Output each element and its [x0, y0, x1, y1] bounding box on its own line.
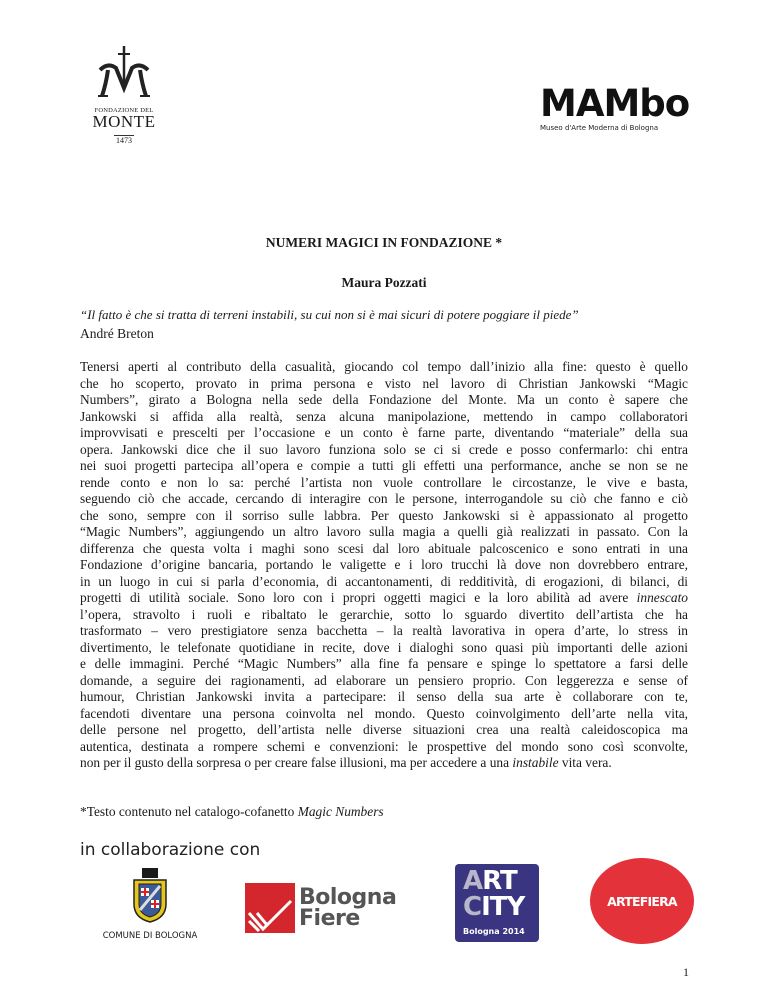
body-line: [80, 755, 688, 772]
artcity-c: C: [463, 892, 482, 922]
coat-of-arms-icon: [128, 866, 172, 924]
body-line: [80, 409, 688, 426]
line-text: improvvisati e prescelti per l’occasione e un conto è farne parte, diventando “materiale” della sua: [80, 425, 688, 440]
body-line: [80, 491, 688, 508]
artcity-ity: ITY: [481, 892, 525, 922]
footnote-italic-title: Magic Numbers: [297, 804, 384, 819]
artefiera-logo: ARTEFIERA: [590, 858, 694, 944]
body-line: [80, 574, 688, 591]
logo-text-big: MONTE: [92, 112, 156, 131]
line-text: humour, Christian Jankowski invita a partecipare: il senso della sua arte è collaborare con te,: [80, 689, 688, 704]
footnote: [80, 804, 384, 820]
document-title: NUMERI MAGICI IN FONDAZIONE *: [265, 235, 503, 250]
footnote-text: *Testo contenuto nel catalogo-cofanetto: [80, 804, 298, 819]
line-text: Fondazione d’origine bancaria, portando le valigette e i loro trucchi là dove non dovrebbero entrare,: [80, 557, 688, 572]
artcity-rt: RT: [482, 866, 517, 896]
line-text: divertimento, le telefonate quotidiane in recite, dove i dialoghi sono quasi più importanti delle azioni: [80, 639, 688, 655]
line-text: vita vera.: [558, 755, 612, 770]
body-line: [80, 623, 688, 640]
line-text: facendoti diventare una persona coinvolta nel mondo. Questo coinvolgimento dell’arte nella vita,: [80, 705, 688, 721]
art-city-logo: [455, 864, 539, 942]
line-text: differenza che questa volta i maghi sono scesi dal loro abituale palcoscenico e sono entrati in una: [80, 540, 688, 556]
body-line: [80, 541, 688, 558]
body-line: [80, 689, 688, 706]
body-line: [80, 508, 688, 525]
line-text: trasformato – vero prestigiatore senza bacchetta – la realtà lavorativa in opera d’arte, lo stress in: [80, 623, 688, 638]
body-line: [80, 392, 688, 409]
line-text: progetti di utilità sociale. Sono loro con i propri oggetti magici e la loro abilità ad avere: [80, 590, 637, 605]
author-name: Maura Pozzati: [341, 275, 427, 290]
body-line: [80, 640, 688, 657]
mambo-wordmark: MAMbo: [540, 82, 690, 125]
body-line: [80, 458, 688, 475]
line-text: seguendo ciò che accade, cercando di interagire con le persone, interrogandole su ciò che fanno e ciò: [80, 491, 688, 506]
fondazione-emblem-icon: [94, 44, 154, 100]
italic-word: innescato: [636, 590, 688, 605]
body-line: [80, 557, 688, 574]
comune-di-bologna-logo: [80, 866, 220, 941]
body-line: [80, 590, 688, 607]
body-line: [80, 739, 688, 756]
bologna-fiere-mark-icon: [245, 883, 295, 933]
artcity-year: Bologna 2014: [463, 927, 525, 936]
line-text: che sono, sempre con il sorriso sulle labbra. Per questo Jankowski si è appassionato al progetto: [80, 507, 688, 523]
body-line: [80, 722, 688, 739]
body-line: [80, 706, 688, 723]
line-text: autentica, destinata a rompere schemi e convenzioni: le prospettive del mondo sono così sconvolte,: [80, 738, 688, 754]
line-text: che ho scoperto, provato in prima persona e visto nel lavoro di Christian Jankowski “Magic: [80, 375, 688, 391]
line-text: l’opera, stravolto i ruoli e ribaltato le gerarchie, sotto lo sguardo divertito dell’artista che ha: [80, 606, 688, 622]
epigraph-quote: “Il fatto è che si tratta di terreni instabili, su cui non si è mai sicuri di potere poggiare il piede”: [80, 307, 579, 322]
line-text: rende conto e non lo sa: perché l’artista non vuole controllare le circostanze, le vive e basta,: [80, 474, 688, 490]
body-line: [80, 607, 688, 624]
body-line: [80, 359, 688, 376]
line-text: Numbers”, girato a Bologna nella sede della Fondazione del Monte. Ma un conto è sapere che: [80, 392, 688, 407]
mambo-subtitle: Museo d'Arte Moderna di Bologna: [540, 124, 659, 132]
line-text: in un luogo in cui si parla d’economia, di accantonamenti, di redditività, di erogazioni, di bilanci, di: [80, 573, 688, 589]
body-paragraph: [80, 359, 688, 772]
body-line: [80, 442, 688, 459]
line-text: delle persone nel progetto, dell’artista nelle diverse situazioni crea una realtà caleidoscopica ma: [80, 722, 688, 737]
body-line: [80, 475, 688, 492]
fiere-line1: Bologna: [299, 885, 397, 910]
logo-text-small: FONDAZIONE DEL: [94, 107, 154, 114]
fondazione-del-monte-logo: [88, 44, 160, 148]
body-line: [80, 656, 688, 673]
page-number: 1: [683, 965, 689, 979]
epigraph-attribution: André Breton: [80, 326, 154, 341]
bologna-fiere-logo: [245, 883, 396, 933]
line-text: nei suoi progetti partecipa all’opera e compie a tutti gli effetti una performance, anche se non se ne: [80, 458, 688, 473]
fiere-line2: Fiere: [299, 906, 360, 931]
line-text: Tenersi aperti al contributo della casualità, giocando col tempo dall’inizio alla fine: questo è quello: [80, 359, 688, 374]
body-line: [80, 524, 688, 541]
line-text: domande, a seguire dei ragionamenti, ad elaborare un pensiero proprio. Con leggerezza e sense of: [80, 672, 688, 688]
body-line: [80, 425, 688, 442]
line-text: e delle immagini. Perché “Magic Numbers” alla fine fa pensare e spinge lo spettatore a farsi delle: [80, 656, 688, 671]
comune-label: COMUNE DI BOLOGNA: [102, 931, 198, 941]
logo-year: 1473: [116, 136, 132, 145]
body-line: [80, 673, 688, 690]
mambo-logo: [540, 82, 700, 132]
line-text: non per il gusto della sorpresa o per creare false illusioni, ma per accedere a una: [80, 755, 513, 770]
line-text: “Magic Numbers”, aggiungendo un altro lavoro sulla magia a quelli già realizzati in passato. Con la: [80, 524, 688, 539]
line-text: opera. Jankowski dice che il suo lavoro funziona solo se ci si crede e posso confermarlo: chi entra: [80, 441, 688, 457]
artcity-a: A: [463, 866, 483, 896]
collaboration-label: in collaborazione con: [80, 840, 261, 860]
body-line: [80, 376, 688, 393]
line-text: Jankowski si affida alla realtà, senza alcuna manipolazione, mettendo in campo collaboratori: [80, 408, 688, 424]
italic-word: instabile: [512, 755, 559, 770]
